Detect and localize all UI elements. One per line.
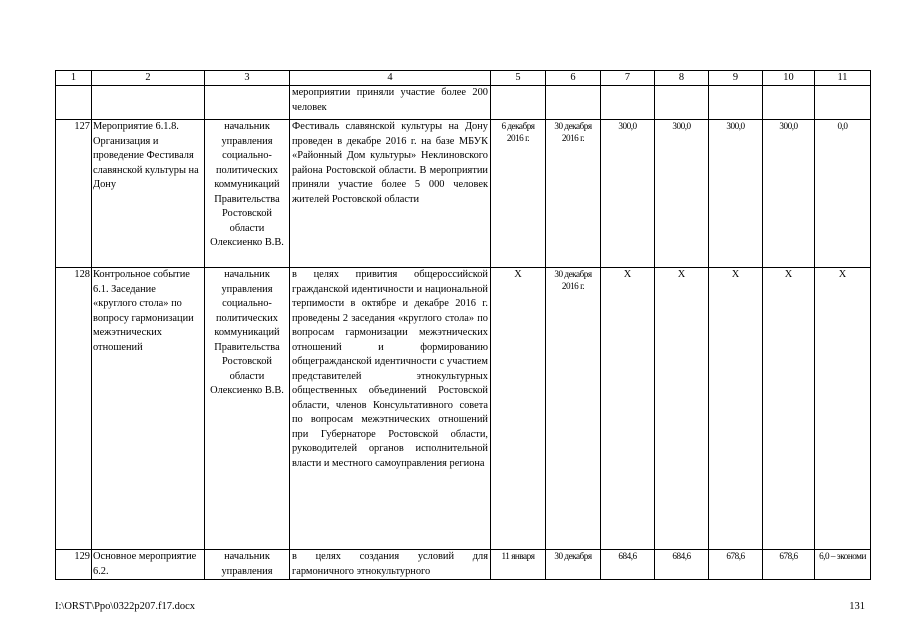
result-cell: мероприятии приняли участие более 200 человек <box>290 86 491 120</box>
page-number: 131 <box>849 601 865 612</box>
value-cell: 300,0 <box>655 120 709 268</box>
header-cell: 2 <box>92 71 205 86</box>
header-cell: 8 <box>655 71 709 86</box>
header-cell: 4 <box>290 71 491 86</box>
table-row <box>56 268 871 550</box>
value-cell: 300,0 <box>709 120 763 268</box>
result-cell: в целях создания условий для гармоничного этнокультурного <box>290 550 491 580</box>
value-cell: 684,6 <box>601 550 655 580</box>
table-row <box>56 120 871 268</box>
value-cell: X <box>815 268 871 550</box>
executor-cell: начальник управления социально-политических коммуникаций Правительства Ростовской области Олексиенко В.В. <box>205 268 290 550</box>
value-cell: 6,0 – экономи <box>815 550 871 580</box>
result-cell: в целях привития общероссийской гражданской идентичности и национальной терпимости в октябре и декабре 2016 г. проведены 2 заседания «круглого стола» по вопросам гармонизации межэтнических отношений и формированию общегражданской идентичности с участием представителей этнокультурных общественных объединений Ростовской области, членов Консультативного совета по вопросам межэтнических отношений при Губернаторе Ростовской области, руководителей органов исполнительной власти и местного самоуправления региона <box>290 268 491 550</box>
end-date-cell: 30 декабря 2016 г. <box>546 268 601 550</box>
table-row <box>56 550 871 580</box>
header-cell: 3 <box>205 71 290 86</box>
header-row <box>56 71 871 86</box>
row-number: 128 <box>56 268 92 550</box>
file-path-footer: I:\ORST\Ppo\0322p207.f17.docx <box>55 601 196 612</box>
value-cell: 678,6 <box>763 550 815 580</box>
start-date-cell: 11 января <box>491 550 546 580</box>
event-cell: Основное мероприятие 6.2. <box>92 550 205 580</box>
executor-cell: начальник управления социально-политических коммуникаций Правительства Ростовской области Олексиенко В.В. <box>205 120 290 268</box>
event-cell: Мероприятие 6.1.8. Организация и проведение Фестиваля славянской культуры на Дону <box>92 120 205 268</box>
header-cell: 9 <box>709 71 763 86</box>
value-cell: X <box>655 268 709 550</box>
header-cell: 5 <box>491 71 546 86</box>
value-cell: 0,0 <box>815 120 871 268</box>
value-cell: 678,6 <box>709 550 763 580</box>
end-date-cell: 30 декабря 2016 г. <box>546 120 601 268</box>
table-row-continued <box>56 86 871 120</box>
header-cell: 10 <box>763 71 815 86</box>
row-number: 129 <box>56 550 92 580</box>
value-cell: X <box>601 268 655 550</box>
value-cell: 300,0 <box>601 120 655 268</box>
header-cell: 7 <box>601 71 655 86</box>
plan-table <box>55 70 871 580</box>
header-cell: 11 <box>815 71 871 86</box>
row-number: 127 <box>56 120 92 268</box>
value-cell: 684,6 <box>655 550 709 580</box>
header-cell: 1 <box>56 71 92 86</box>
executor-cell: начальник управления <box>205 550 290 580</box>
header-cell: 6 <box>546 71 601 86</box>
event-cell: Контрольное событие 6.1. Заседание «круглого стола» по вопросу гармонизации межэтнических отношений <box>92 268 205 550</box>
value-cell: 300,0 <box>763 120 815 268</box>
start-date-cell: 6 декабря 2016 г. <box>491 120 546 268</box>
start-date-cell: X <box>491 268 546 550</box>
value-cell: X <box>763 268 815 550</box>
end-date-cell: 30 декабря <box>546 550 601 580</box>
result-cell: Фестиваль славянской культуры на Дону проведен в декабре 2016 г. на базе МБУК «Районный Дом культуры» Неклиновского района Ростовской области. В мероприятии приняли участие более 5 000 человек жителей Ростовской области <box>290 120 491 268</box>
value-cell: X <box>709 268 763 550</box>
